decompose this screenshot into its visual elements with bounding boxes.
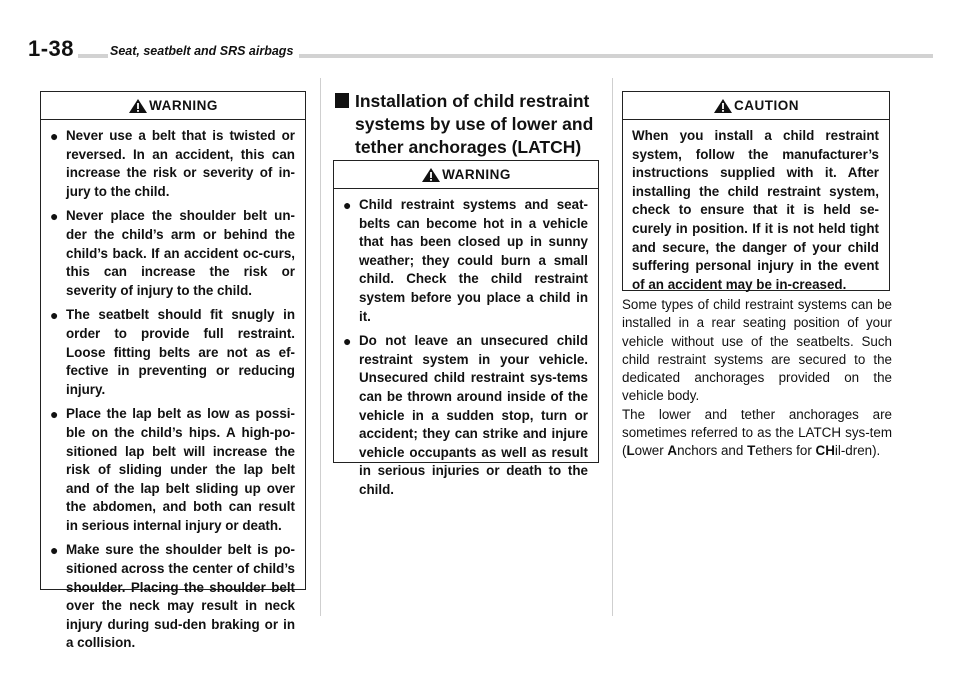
section-title: Seat, seatbelt and SRS airbags: [108, 44, 299, 58]
caution-banner: [623, 92, 889, 120]
bullet-dot: ●: [343, 333, 352, 350]
paragraph-1: Some types of child restraint systems can be installed in a rear seating position of your vehicle without use of the seatbelts. Such child restraint systems are secured to the dedicated anchorages provided on the vehicle body.: [622, 297, 892, 404]
bullet-dot: ●: [50, 542, 59, 559]
warning-item: ● Child restraint systems and seat-belts can become hot in a vehicle that has been closed up in sunny weather; they could burn a small child. Check the child restraint system before you place a child in it.: [343, 196, 588, 326]
paragraph-2: The lower and tether anchorages are sometimes referred to as the LATCH sys-tem (Lower Anchors and Tethers for CHil-dren).: [622, 406, 892, 459]
caution-text: When you install a child restraint system, follow the manufacturer’s instructions supplied with it. After installing the child restraint system, check to ensure that it is held se-curely in position. If it is not held tight and secure, the danger of your child suffering personal injury in the event of an accident may be in-creased.: [632, 128, 879, 292]
middle-warning-box: [333, 160, 599, 497]
warning-item: ● Make sure the shoulder belt is po-sitioned across the center of child’s shoulder. Placing the shoulder belt over the neck may result in neck injury during sud-den braking or in a collision.: [50, 541, 295, 653]
warning-body: [41, 120, 305, 665]
page-number: 1-38: [28, 36, 78, 62]
warning-body: [334, 189, 598, 512]
warning-item: ● Never place the shoulder belt un-der the child’s arm or behind the child’s back. If an accident oc-curs, this can increase the risk or severity of injury to the child.: [50, 207, 295, 300]
bullet-dot: ●: [50, 208, 59, 225]
column-divider-left: [320, 78, 321, 616]
warning-item: ● The seatbelt should fit snugly in order to provide full restraint. Loose fitting belts are not as ef-fective in preventing or reducing injury.: [50, 306, 295, 399]
heading-square-icon: [335, 93, 349, 108]
warning-banner: [334, 161, 598, 189]
warning-label: WARNING: [149, 98, 218, 113]
section-heading: Installation of child restraint systems by use of lower and tether anchorages (LATCH): [335, 90, 595, 159]
caution-box: [622, 91, 890, 291]
warning-triangle-icon: [421, 167, 441, 183]
warning-label: WARNING: [442, 167, 511, 182]
column-divider-right: [612, 78, 613, 616]
bullet-dot: ●: [50, 406, 59, 423]
warning-item: ● Do not leave an unsecured child restraint system in your vehicle. Unsecured child restraint sys-tems can be thrown around inside of the vehicle in a sudden stop, turn or accident; they can strike and injure vehicle occupants as well as result in serious injuries or death to the child.: [343, 332, 588, 499]
warning-banner: [41, 92, 305, 120]
warning-item: ● Place the lap belt as low as possi-ble on the child’s hips. A high-po-sitioned lap belt will increase the risk of sliding under the lap belt and of the lap belt sliding up over the abdomen, and both can result in serious internal injury or death.: [50, 405, 295, 535]
bullet-dot: ●: [343, 197, 352, 213]
warning-item: ● Never use a belt that is twisted or reversed. In an accident, this can increase the risk or severity of in-jury to the child.: [50, 127, 295, 201]
page-header: [28, 36, 933, 62]
caution-label: CAUTION: [734, 98, 799, 113]
bullet-dot: ●: [50, 128, 59, 144]
warning-triangle-icon: [128, 98, 148, 114]
latch-description: [622, 296, 892, 461]
caution-triangle-icon: [713, 98, 733, 114]
caution-body: [623, 120, 889, 300]
left-warning-box: [40, 91, 306, 651]
bullet-dot: ●: [50, 307, 59, 324]
